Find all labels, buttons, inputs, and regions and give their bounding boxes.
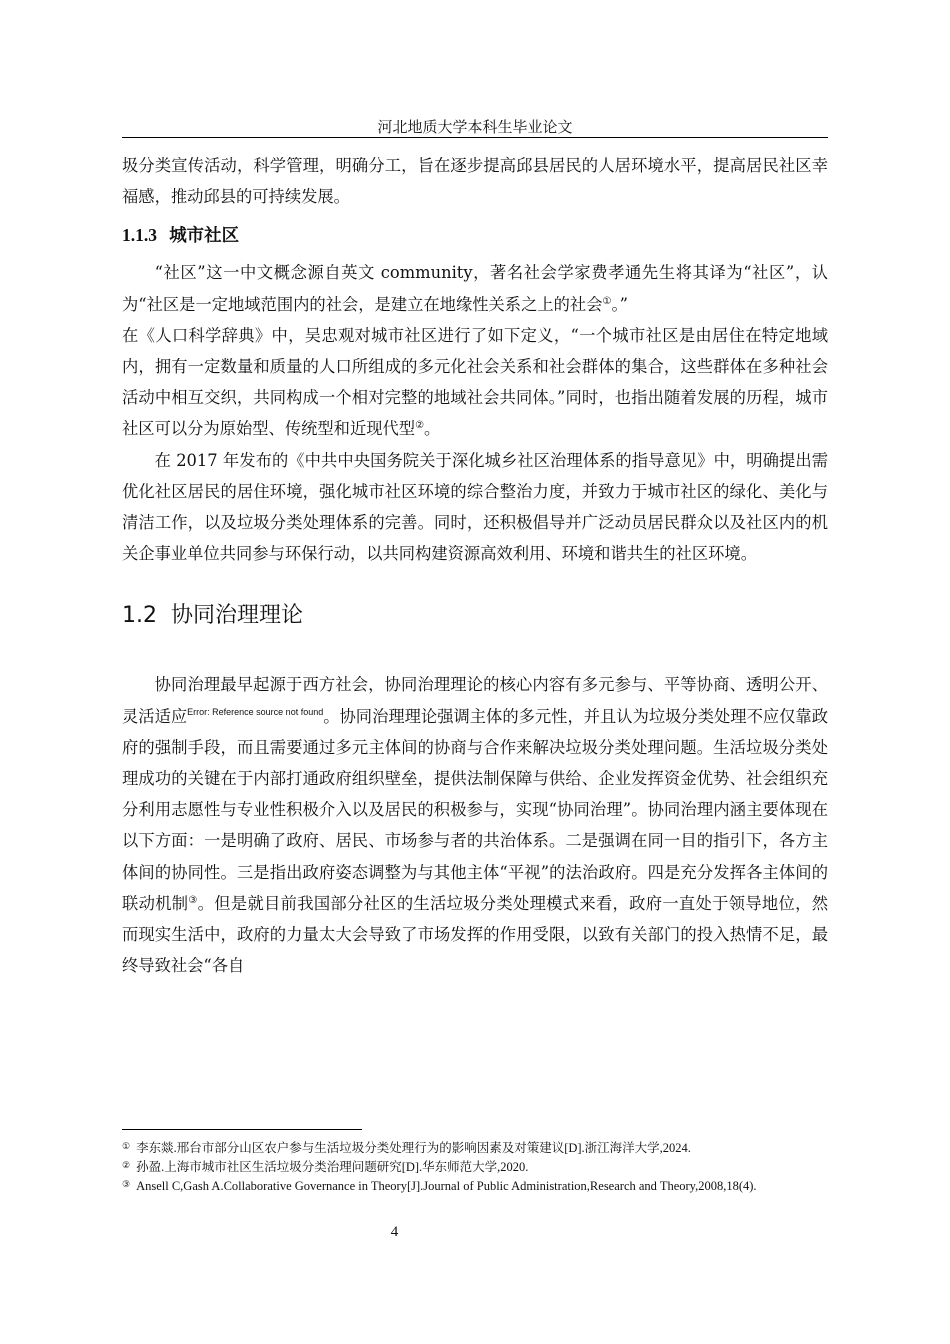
paragraph-text: “社区”这一中文概念源自英文 community，著名社会学家费孝通先生将其译为“社区”，认为“社区是一定地域范围内的社会，是建立在地缘性关系之上的社会 [122, 263, 828, 314]
paragraph-continuation: 圾分类宣传活动，科学管理，明确分工，旨在逐步提高邱县居民的人居环境水平，提高居民社区幸福感，推动邱县的可持续发展。 [122, 156, 828, 207]
section-heading-1-2 [122, 599, 828, 633]
footnote-separator [122, 1129, 362, 1130]
footnote-ref-1: ① [602, 295, 612, 307]
paragraph-text: 。协同治理理论强调主体的多元性，并且认为垃圾分类处理不应仅靠政府的强制手段，而且需要通过多元主体间的协商与合作来解决垃圾分类处理问题。生活垃圾分类处理成功的关键在于内部打通政府组织壁垒，提供法制保障与供给、企业发挥资金优势、社会组织充分利用志愿性与专业性积极介入以及居民的积极参与，实现“协同治理”。协同治理内涵主要体现在以下方面：一是明确了政府、居民、市场参与者的共治体系。二是强调在同一目的指引下，各方主体间的协同性。三是指出政府姿态调整为与其他主体“平视”的法治政府。四是充分发挥各主体间的联动机制 [122, 706, 828, 913]
document-body [122, 150, 828, 981]
paragraph-text: 。 [424, 419, 441, 439]
footnote-text: 孙盈.上海市城市社区生活垃圾分类治理问题研究[D].华东师范大学,2020. [136, 1160, 529, 1174]
running-header: 河北地质大学本科生毕业论文 [377, 118, 573, 136]
paragraph-policy-2017: 在 2017 年发布的《中共中央国务院关于深化城乡社区治理体系的指导意见》中，明确提出需优化社区居民的居住环境，强化城市社区环境的综合整治力度，并致力于城市社区的绿化、美化与清洁工作，以及垃圾分类处理体系的完善。同时，还积极倡导并广泛动员居民群众以及社区内的机关企事业单位共同参与环保行动，以共同构建资源高效利用、环境和谐共生的社区环境。 [122, 450, 828, 564]
footnote-item [122, 1157, 770, 1176]
footnote-mark: ③ [122, 1179, 131, 1189]
footnote-ref-2: ② [415, 420, 425, 432]
paragraph-text: 在《人口科学辞典》中，吴忠观对城市社区进行了如下定义，“一个城市社区是由居住在特定地域内，拥有一定数量和质量的人口所组成的多元化社会关系和社会群体的集合，这些群体在多种社会活动中相互交织，共同构成一个相对完整的地域社会共同体。”同时，也指出随着发展的历程，城市社区可以分为原始型、传统型和近现代型 [122, 325, 828, 439]
footnote-item [122, 1176, 770, 1195]
paragraph-text: 。” [611, 294, 628, 314]
paragraph-collaborative-governance [122, 669, 828, 981]
section-number: 1.1.3 [122, 225, 157, 246]
paragraph-text: 协同治理最早起源于西方社会，协同治理理论的核心内容有多元参与、平等协商、透明公开、灵活适应 [122, 675, 828, 726]
footnote-text: Ansell C,Gash A.Collaborative Governance in Theory[J].Journal of Public Administration,Research and Theory,2008,18(4). [136, 1179, 757, 1193]
section-heading-1-1-3 [122, 220, 828, 251]
footnotes [122, 1138, 770, 1195]
section-title: 协同治理理论 [171, 603, 304, 629]
footnote-mark: ① [122, 1141, 131, 1151]
footnote-mark: ② [122, 1160, 131, 1170]
footnote-text: 李东燚.邢台市部分山区农户参与生活垃圾分类处理行为的影响因素及对策建议[D].浙江海洋大学,2024. [136, 1141, 691, 1155]
page-number: 4 [390, 1224, 399, 1240]
paragraph-text: 。但是就目前我国部分社区的生活垃圾分类处理模式来看，政府一直处于领导地位，然而现实生活中，政府的力量太大会导致了市场发挥的作用受限，以致有关部门的投入热情不足，最终导致社会“各自 [122, 893, 828, 976]
paragraph-community-definition [122, 257, 828, 319]
footnote-ref-3: ③ [188, 894, 198, 906]
section-title: 城市社区 [169, 226, 240, 247]
footnote-item [122, 1138, 770, 1157]
paragraph-urban-community [122, 320, 828, 445]
section-number: 1.2 [122, 603, 157, 629]
reference-error: Error: Reference source not found [187, 706, 324, 717]
header-rule [122, 137, 828, 138]
